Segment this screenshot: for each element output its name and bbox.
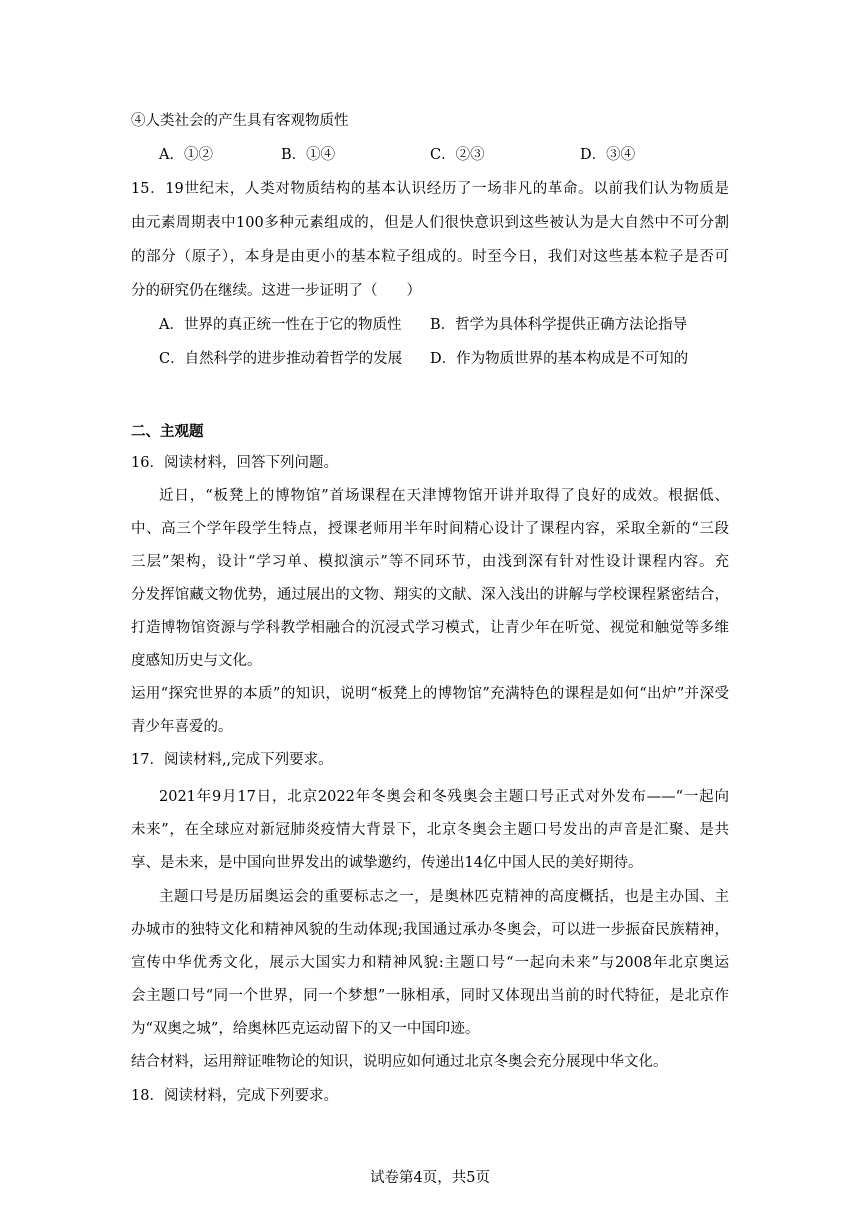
q16-stem: 16．阅读材料，回答下列问题。 — [131, 455, 338, 471]
q15-stem-line-2: 由元素周期表中100多种元素组成的，但是人们很快意识到这些被认为是大自然中不可分割 — [131, 215, 729, 231]
q15-option-a: A．世界的真正统一性在于它的物质性 — [159, 317, 402, 333]
q14-item-4: ④人类社会的产生具有客观物质性 — [131, 113, 349, 129]
q17-para1-line-2: 未来”，在全球应对新冠肺炎疫情大背景下，北京冬奥会主题口号发出的声音是汇聚、是共 — [131, 822, 729, 838]
q16-question-line-1: 运用“探究世界的本质”的知识，说明“板凳上的博物馆”充满特色的课程是如何“出炉”并深受 — [131, 686, 729, 702]
q15-option-c: C．自然科学的进步推动着哲学的发展 — [159, 351, 403, 367]
q15-stem-line-1: 15．19世纪末，人类对物质结构的基本认识经历了一场非凡的革命。以前我们认为物质是 — [131, 181, 729, 197]
q16-material-line-1: 近日，“板凳上的博物馆”首场课程在天津博物馆开讲并取得了良好的成效。根据低、 — [159, 488, 729, 504]
q16-material-line-5: 打造博物馆资源与学科教学相融合的沉浸式学习模式，让青少年在听觉、视觉和触觉等多维 — [131, 620, 729, 636]
q14-option-c: C．②③ — [430, 147, 485, 163]
q17-para2-line-4: 会主题口号“同一个世界，同一个梦想”一脉相承，同时又体现出当前的时代特征，是北京作 — [131, 988, 729, 1004]
q16-material-line-3: 三层”架构，设计“学习单、模拟演示”等不同环节，由浅到深有针对性设计课程内容。充 — [131, 554, 729, 570]
q16-material-line-6: 度感知历史与文化。 — [131, 653, 262, 669]
q17-para2-line-2: 办城市的独特文化和精神风貌的生动体现;我国通过承办冬奥会，可以进一步振奋民族精神， — [131, 922, 729, 938]
q15-stem-line-4: 分的研究仍在继续。这进一步证明了（ ） — [131, 283, 421, 299]
q18-stem: 18．阅读材料，完成下列要求。 — [131, 1088, 338, 1104]
q14-option-b: B．①④ — [281, 147, 336, 163]
page-footer: 试卷第4页，共5页 — [370, 1170, 490, 1186]
q17-question: 结合材料，运用辩证唯物论的知识，说明应如何通过北京冬奥会充分展现中华文化。 — [131, 1054, 668, 1070]
q15-option-b: B．哲学为具体科学提供正确方法论指导 — [430, 317, 688, 333]
q17-para2-line-5: 为“双奥之城”，给奥林匹克运动留下的又一中国印迹。 — [131, 1021, 480, 1037]
q17-para1-line-3: 享、是未来，是中国向世界发出的诚挚邀约，传递出14亿中国人民的美好期待。 — [131, 855, 643, 871]
q16-question-line-2: 青少年喜爱的。 — [131, 719, 233, 735]
q17-para2-line-3: 宣传中华优秀文化，展示大国实力和精神风貌:主题口号“一起向未来”与2008年北京奥运 — [131, 955, 729, 971]
q16-material-line-4: 分发挥馆藏文物优势，通过展出的文物、翔实的文献、深入浅出的讲解与学校课程紧密结合， — [131, 587, 729, 603]
q14-option-a: A．①② — [159, 147, 213, 163]
q14-option-d: D．③④ — [580, 147, 636, 163]
section-title: 二、主观题 — [131, 423, 204, 440]
q17-stem: 17．阅读材料,,完成下列要求。 — [131, 752, 333, 768]
q17-para2-line-1: 主题口号是历届奥运会的重要标志之一，是奥林匹克精神的高度概括，也是主办国、主 — [159, 889, 729, 905]
q17-para1-line-1: 2021年9月17日，北京2022年冬奥会和冬残奥会主题口号正式对外发布——“一起向 — [159, 789, 729, 805]
q16-material-line-2: 中、高三个学年段学生特点，授课老师用半年时间精心设计了课程内容，采取全新的“三段 — [131, 521, 729, 537]
q15-option-d: D．作为物质世界的基本构成是不可知的 — [430, 351, 689, 367]
q15-stem-line-3: 的部分（原子），本身是由更小的基本粒子组成的。时至今日，我们对这些基本粒子是否可 — [131, 249, 729, 265]
